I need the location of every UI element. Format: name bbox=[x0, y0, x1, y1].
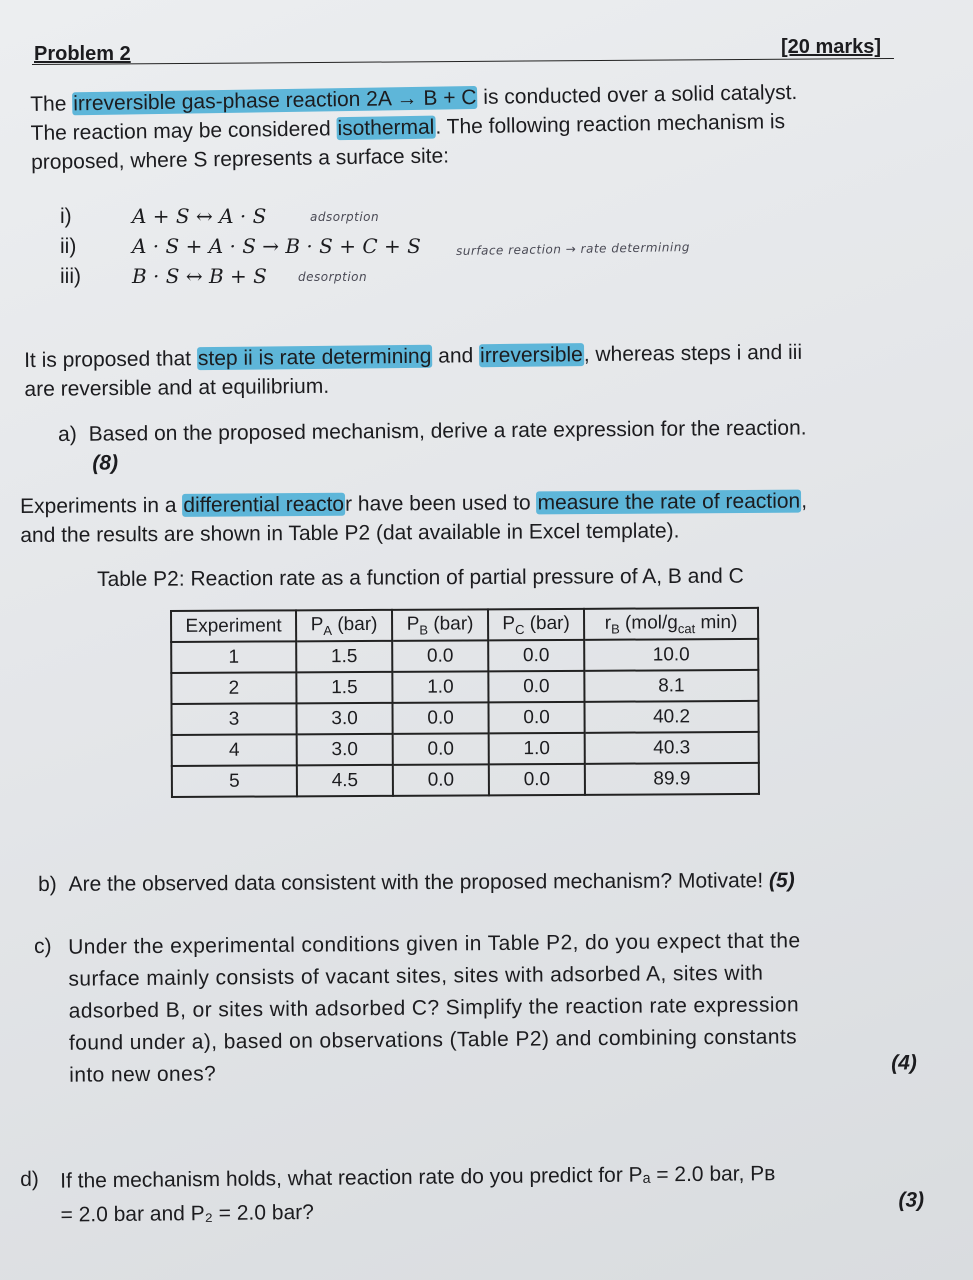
proposal-line-2: are reversible and at equilibrium. bbox=[24, 374, 330, 401]
table-cell: 89.9 bbox=[585, 763, 759, 795]
table-row bbox=[171, 701, 758, 735]
table-cell: 5 bbox=[172, 765, 297, 797]
table-cell: 8.1 bbox=[584, 670, 758, 702]
table-cell: 0.0 bbox=[392, 640, 488, 672]
highlight-differential-reactor: differential reacto bbox=[183, 492, 345, 517]
question-c-line: Under the experimental conditions given in Table P2, do you expect that the bbox=[68, 929, 801, 959]
marks-total: [20 marks] bbox=[781, 36, 882, 58]
mechanism-equation: A + S ↔ A · S bbox=[132, 204, 267, 228]
question-b-marks: (5) bbox=[768, 869, 795, 893]
problem-title: Problem 2 bbox=[34, 43, 131, 65]
highlight-reaction: irreversible gas-phase reaction 2A → B + C bbox=[73, 85, 477, 116]
proposal-paragraph bbox=[24, 338, 803, 404]
mechanism-equation: B · S ↔ B + S bbox=[132, 264, 267, 288]
handwritten-note: desorption bbox=[298, 270, 368, 284]
table-cell: 0.0 bbox=[489, 764, 585, 796]
question-d-label: d) bbox=[20, 1167, 39, 1191]
table-cell: 40.2 bbox=[584, 701, 758, 733]
table-row bbox=[171, 639, 758, 673]
intro-line-2: The reaction may be considered isothermal. The following reaction mechanism is bbox=[30, 110, 786, 145]
question-d-line: If the mechanism holds, what reaction rate do you predict for Pₐ = 2.0 bar, Pʙ bbox=[60, 1162, 776, 1193]
table-p2 bbox=[170, 607, 760, 798]
question-c-label: c) bbox=[34, 934, 52, 958]
table-cell: 0.0 bbox=[488, 702, 584, 734]
table-row bbox=[171, 670, 758, 704]
table-cell: 10.0 bbox=[584, 639, 758, 671]
proposal-line-1: It is proposed that step ii is rate determining and irreversible, whereas steps i and iii bbox=[24, 340, 803, 372]
table-cell: 40.3 bbox=[585, 732, 759, 764]
question-b bbox=[38, 866, 795, 899]
handwritten-note: surface reaction → rate determining bbox=[455, 239, 691, 259]
question-c-marks: (4) bbox=[891, 1051, 917, 1075]
experiments-line-1: Experiments in a differential reactor have been used to measure the rate of reaction, bbox=[20, 489, 808, 518]
table-cell: 1.5 bbox=[296, 641, 392, 673]
table-cell: 3.0 bbox=[297, 734, 393, 766]
question-d-marks: (3) bbox=[898, 1188, 925, 1212]
table-cell: 0.0 bbox=[392, 702, 488, 734]
question-c-line: found under a), based on observations (Table P2) and combining constants bbox=[68, 1025, 798, 1055]
question-b-label: b) bbox=[38, 872, 57, 896]
table-row bbox=[172, 763, 759, 797]
table-cell: 4 bbox=[172, 734, 297, 766]
question-c-line: into new ones? bbox=[69, 1062, 217, 1087]
intro-line-3: proposed, where S represents a surface site: bbox=[30, 144, 450, 174]
table-cell: 1.5 bbox=[296, 672, 392, 704]
header-pb: $P_B$ (bar) bbox=[392, 609, 488, 641]
header-pc: $P_C$ (bar) bbox=[488, 609, 584, 641]
header-rb: $r_B$ ($mol/g_{cat}$ min) bbox=[584, 608, 758, 640]
table-cell: 1.0 bbox=[489, 733, 585, 765]
question-d-line: = 2.0 bar and P₂ = 2.0 bar? bbox=[60, 1200, 314, 1227]
table-cell: 3.0 bbox=[296, 703, 392, 735]
table-cell: 2 bbox=[171, 672, 296, 704]
header-pa: $P_A$ (bar) bbox=[296, 610, 392, 642]
highlight-irreversible: irreversible bbox=[479, 343, 583, 368]
table-cell: 0.0 bbox=[488, 671, 584, 703]
table-p2-wrapper bbox=[170, 607, 760, 798]
experiments-line-2: and the results are shown in Table P2 (dat available in Excel template). bbox=[20, 519, 680, 547]
table-cell: 4.5 bbox=[297, 765, 393, 797]
table-cell: 1.0 bbox=[392, 671, 488, 703]
table-header-row bbox=[171, 608, 758, 642]
highlight-isothermal: isothermal bbox=[337, 115, 435, 141]
mechanism-step: ii) A · S + A · S → B · S + C + S surface reaction → rate determining bbox=[60, 234, 691, 259]
table-caption: Table P2: Reaction rate as a function of partial pressure of A, B and C bbox=[97, 564, 744, 591]
question-b-text: Are the observed data consistent with the proposed mechanism? Motivate! bbox=[68, 869, 764, 896]
handwritten-note: adsorption bbox=[310, 210, 380, 224]
intro-paragraph bbox=[30, 78, 798, 177]
table-cell: 3 bbox=[171, 703, 296, 735]
table-row bbox=[172, 732, 759, 766]
highlight-step-ii: step ii is rate determining bbox=[197, 344, 432, 371]
question-a bbox=[58, 413, 807, 478]
highlight-measure-rate: measure the rate of reaction bbox=[537, 489, 801, 515]
question-a-marks: (8) bbox=[92, 451, 119, 475]
table-cell: 0.0 bbox=[488, 640, 584, 672]
mechanism-step: i) A + S ↔ A · S adsorption bbox=[60, 204, 380, 228]
header-experiment: Experiment bbox=[171, 610, 296, 642]
experiments-paragraph bbox=[20, 487, 807, 550]
question-c-line: surface mainly consists of vacant sites, sites with adsorbed A, sites with bbox=[68, 961, 764, 991]
question-d bbox=[20, 1155, 941, 1233]
question-c bbox=[34, 924, 935, 1092]
question-c-line: adsorbed B, or sites with adsorbed C? Simplify the reaction rate expression bbox=[68, 993, 800, 1023]
question-a-label: a) bbox=[58, 422, 77, 446]
table-cell: 0.0 bbox=[393, 764, 489, 796]
table-cell: 1 bbox=[171, 641, 296, 673]
mechanism-step: iii) B · S ↔ B + S desorption bbox=[60, 264, 368, 288]
question-a-text: Based on the proposed mechanism, derive a rate expression for the reaction. bbox=[88, 416, 807, 446]
intro-line-1: The irreversible gas-phase reaction 2A → B + C is conducted over a solid catalyst. bbox=[30, 80, 798, 116]
mechanism-list bbox=[60, 202, 760, 292]
mechanism-equation: A · S + A · S → B · S + C + S bbox=[132, 234, 421, 258]
header-rule bbox=[32, 58, 894, 65]
table-cell: 0.0 bbox=[393, 733, 489, 765]
